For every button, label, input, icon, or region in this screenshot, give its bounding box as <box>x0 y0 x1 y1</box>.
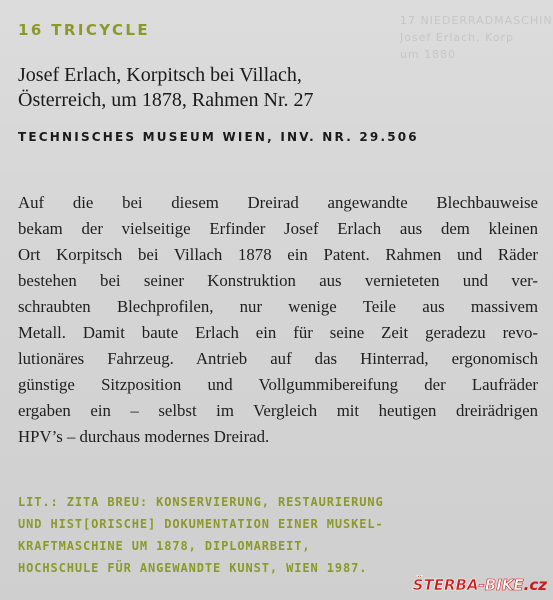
body-line: lutionäres Fahrzeug. Antrieb auf das Hinterrad, ergonomisch <box>18 349 538 368</box>
body-line: ergaben ein – selbst im Vergleich mit heutigen dreirädrigen <box>18 401 538 420</box>
body-line: günstige Sitzposition und Vollgummibereifung der Laufräder <box>18 375 538 394</box>
maker-location <box>18 63 538 113</box>
bleed-through-text: 17 NIEDERRADMASCHIN Josef Erlach, Korp um 1880 <box>400 14 553 61</box>
watermark-part: -BIKE <box>478 576 524 594</box>
literature-reference <box>18 491 548 579</box>
museum-reference: TECHNISCHES MUSEUM WIEN, INV. NR. 29.506 <box>18 130 419 144</box>
site-watermark-logo <box>413 576 547 594</box>
subtitle-line: Österreich, um 1878, Rahmen Nr. 27 <box>18 89 314 111</box>
literature-line: KRAFTMASCHINE UM 1878, DIPLOMARBEIT, <box>18 539 311 553</box>
literature-line: HOCHSCHULE FÜR ANGEWANDTE KUNST, WIEN 1987. <box>18 561 368 575</box>
watermark-part: ŠTERBA <box>412 576 479 594</box>
literature-line: LIT.: ZITA BREU: KONSERVIERUNG, RESTAURIERUNG <box>18 495 384 509</box>
literature-line: UND HIST[ORISCHE] DOKUMENTATION EINER MUSKEL- <box>18 517 384 531</box>
section-heading: 16 TRICYCLE <box>18 21 151 39</box>
watermark-part: .cz <box>523 576 547 594</box>
description-paragraph <box>18 190 538 450</box>
body-line: Auf die bei diesem Dreirad angewandte Blechbauweise <box>18 193 538 212</box>
body-line: Metall. Damit baute Erlach ein für seine Zeit geradezu revo- <box>18 323 538 342</box>
body-line: bekam der vielseitige Erfinder Josef Erlach aus dem kleinen <box>18 219 538 238</box>
body-line: bestehen bei seiner Konstruktion aus vernieteten und ver- <box>18 271 538 290</box>
body-line: schraubten Blechprofilen, nur wenige Teile aus massivem <box>18 297 538 316</box>
body-line: Ort Korpitsch bei Villach 1878 ein Patent. Rahmen und Räder <box>18 245 538 264</box>
subtitle-line: Josef Erlach, Korpitsch bei Villach, <box>18 64 302 86</box>
body-line: HPV’s – durchaus modernes Dreirad. <box>18 427 270 446</box>
